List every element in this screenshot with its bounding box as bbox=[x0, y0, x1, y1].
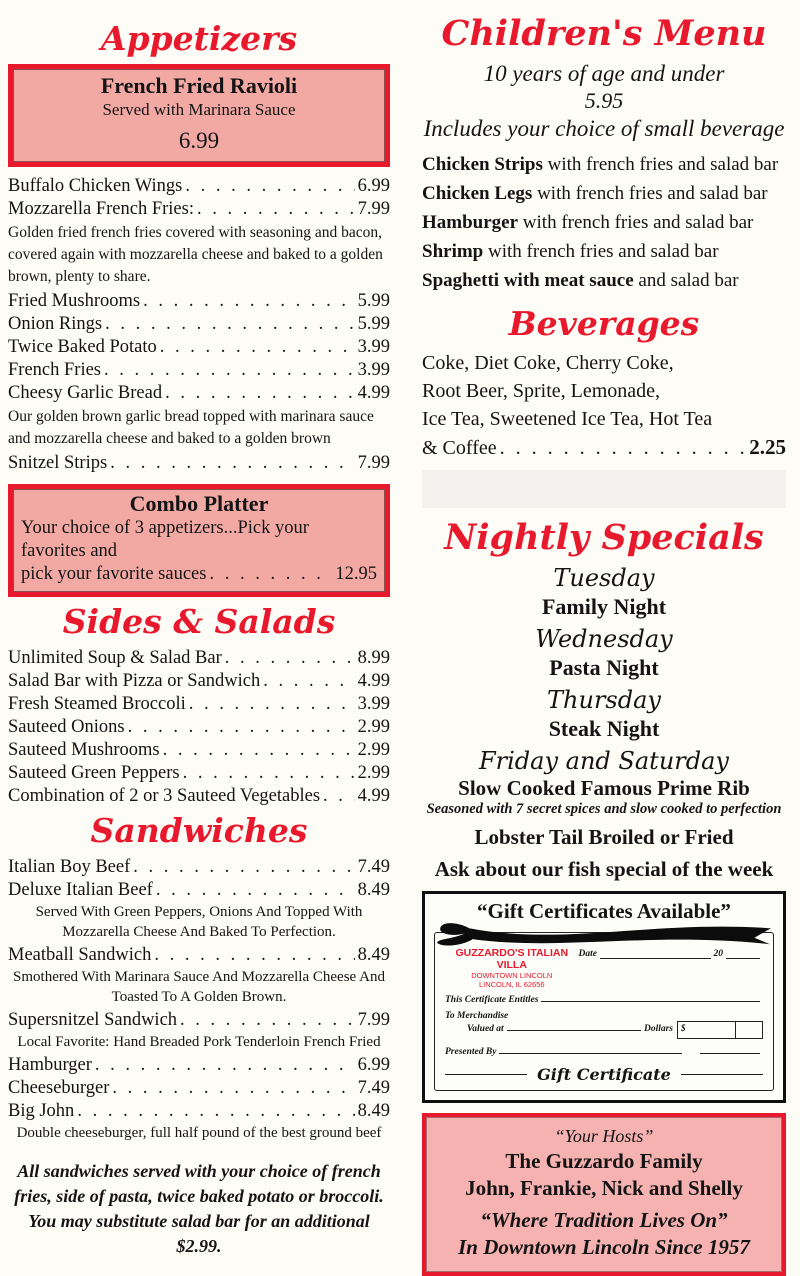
children-beverage-note: Includes your choice of small beverage bbox=[423, 116, 785, 142]
dot-leader bbox=[185, 175, 354, 198]
item-name: Salad Bar with Pizza or Sandwich bbox=[8, 670, 261, 691]
item-price: 6.99 bbox=[357, 1054, 390, 1075]
dot-leader bbox=[95, 1054, 355, 1077]
item-description: Double cheeseburger, full half pound of the best ground beef bbox=[16, 1124, 382, 1141]
sandwiches-list bbox=[8, 856, 390, 1143]
item-price: 7.49 bbox=[357, 1077, 390, 1098]
ribbon-bow-icon bbox=[434, 918, 774, 948]
combo-line2-row bbox=[21, 563, 377, 586]
restaurant-address-line: DOWNTOWN LINCOLN bbox=[471, 971, 553, 981]
dot-leader bbox=[500, 434, 747, 462]
dot-leader bbox=[77, 1100, 354, 1123]
item-detail: with french fries and salad bar bbox=[518, 212, 754, 234]
cert-bottom-row bbox=[445, 1065, 763, 1084]
combo-line1: Your choice of 3 appetizers...Pick your favorites and bbox=[21, 517, 309, 561]
item-name: Chicken Strips bbox=[422, 154, 543, 176]
right-column bbox=[400, 0, 800, 1276]
beverage-line: Root Beer, Sprite, Lemonade, bbox=[422, 380, 661, 403]
featured-name: French Fried Ravioli bbox=[100, 72, 298, 98]
special-day: Tuesday bbox=[553, 564, 655, 593]
item-name: Onion Rings bbox=[8, 313, 103, 334]
item-name: Unlimited Soup & Salad Bar bbox=[8, 647, 222, 668]
valued-blank-line bbox=[507, 1030, 641, 1031]
dot-leader bbox=[183, 762, 355, 785]
menu-item-row bbox=[8, 198, 390, 221]
cert-date-row bbox=[579, 949, 763, 963]
dollars-label: Dollars bbox=[643, 1024, 673, 1035]
item-price: 4.99 bbox=[357, 382, 390, 403]
item-price: 3.99 bbox=[357, 693, 390, 714]
presented-label: Presented By bbox=[445, 1047, 497, 1058]
special-day: Wednesday bbox=[535, 625, 673, 654]
item-description: Golden fried french fries covered with seasoning and bacon, covered again with mozzarella cheese and baked to a golden brown, plenty to share. bbox=[8, 223, 383, 285]
dot-leader bbox=[156, 879, 355, 902]
hosts-tagline2: In Downtown Lincoln Since 1957 bbox=[458, 1235, 750, 1260]
children-item bbox=[422, 208, 786, 237]
children-age-note: 10 years of age and under bbox=[483, 61, 725, 87]
presented-blank-line-2 bbox=[700, 1053, 760, 1054]
children-item bbox=[422, 150, 786, 179]
menu-item-row bbox=[8, 313, 390, 336]
featured-price: 6.99 bbox=[178, 127, 220, 153]
hosts-quote: “Your Hosts” bbox=[554, 1126, 654, 1147]
date-label: Date bbox=[578, 949, 598, 960]
restaurant-address-line: LINCOLN, IL 62656 bbox=[478, 980, 545, 990]
dot-leader bbox=[128, 716, 355, 739]
cert-top-row bbox=[445, 947, 763, 989]
cert-valued-row bbox=[445, 1021, 763, 1039]
item-price: 8.49 bbox=[357, 944, 390, 965]
entitles-label: This Certificate Entitles bbox=[445, 995, 539, 1006]
combo-platter-box bbox=[8, 484, 390, 597]
beverage-line: Ice Tea, Sweetened Ice Tea, Hot Tea bbox=[422, 408, 713, 431]
children-item bbox=[422, 237, 786, 266]
item-name: Fresh Steamed Broccoli bbox=[8, 693, 186, 714]
item-price: 7.49 bbox=[357, 856, 390, 877]
combo-title: Combo Platter bbox=[129, 490, 269, 516]
year-prefix: 20 bbox=[713, 949, 723, 960]
menu-item-row bbox=[8, 1100, 390, 1123]
item-name: Meatball Sandwich bbox=[8, 944, 152, 965]
fish-special-note: Ask about our fish special of the week bbox=[434, 857, 774, 882]
item-description: Smothered With Marinara Sauce And Mozzarella Cheese And Toasted To A Golden Brown. bbox=[13, 968, 385, 1005]
beverages-title: Beverages bbox=[508, 304, 700, 344]
children-item bbox=[422, 179, 786, 208]
menu-item-row bbox=[8, 944, 390, 967]
menu-item-row bbox=[8, 290, 390, 313]
dot-leader bbox=[110, 452, 354, 475]
sides-list bbox=[8, 647, 390, 808]
dot-leader bbox=[189, 693, 355, 716]
item-name: Snitzel Strips bbox=[8, 452, 108, 473]
item-description: Our golden brown garlic bread topped with marinara sauce and mozzarella cheese and baked to a golden brown bbox=[8, 407, 374, 447]
cert-restaurant-block bbox=[445, 947, 579, 989]
item-name: Big John bbox=[8, 1100, 75, 1121]
beverage-price-row bbox=[422, 433, 786, 462]
item-price: 5.99 bbox=[357, 290, 390, 311]
item-price: 8.49 bbox=[357, 1100, 390, 1121]
dot-leader bbox=[154, 944, 354, 967]
hosts-family: The Guzzardo Family bbox=[505, 1149, 703, 1174]
item-name: Chicken Legs bbox=[422, 183, 533, 205]
menu-item-row bbox=[8, 382, 390, 405]
menu-item-row bbox=[8, 762, 390, 785]
item-detail: and salad bar bbox=[633, 270, 739, 292]
dot-leader bbox=[197, 198, 355, 221]
dot-leader bbox=[104, 359, 355, 382]
children-item bbox=[422, 266, 786, 295]
item-price: 8.99 bbox=[357, 647, 390, 668]
item-detail: with french fries and salad bar bbox=[542, 154, 779, 176]
beverage-price: 2.25 bbox=[749, 435, 786, 460]
restaurant-name: GUZZARDO'S ITALIAN VILLA bbox=[455, 947, 569, 972]
gift-banner: “Gift Certificates Available” bbox=[477, 899, 731, 924]
hosts-names: John, Frankie, Nick and Shelly bbox=[465, 1176, 743, 1201]
valued-label: Valued at bbox=[467, 1024, 504, 1035]
item-name: Cheesy Garlic Bread bbox=[8, 382, 163, 403]
dot-leader bbox=[105, 313, 355, 336]
item-name: Buffalo Chicken Wings bbox=[8, 175, 183, 196]
merchandise-label: To Merchandise bbox=[445, 1011, 509, 1022]
children-price: 5.95 bbox=[584, 88, 624, 114]
dot-leader bbox=[143, 290, 355, 313]
nightly-specials-title: Nightly Specials bbox=[444, 517, 764, 559]
item-name: Sauteed Green Peppers bbox=[8, 762, 180, 783]
item-name: Italian Boy Beef bbox=[8, 856, 131, 877]
divider-line bbox=[681, 1074, 763, 1075]
menu-item-row bbox=[8, 647, 390, 670]
menu-item-row bbox=[8, 452, 390, 475]
item-detail: with french fries and salad bar bbox=[532, 183, 768, 205]
menu-item-row bbox=[8, 716, 390, 739]
item-price: 8.49 bbox=[357, 879, 390, 900]
scan-artifact-band bbox=[422, 470, 786, 508]
item-name: Fried Mushrooms bbox=[8, 290, 141, 311]
menu-item-row bbox=[8, 359, 390, 382]
dot-leader bbox=[180, 1009, 355, 1032]
dollar-sign: $ bbox=[678, 1022, 736, 1038]
entitles-blank-line bbox=[541, 1001, 760, 1002]
menu-item-row bbox=[8, 670, 390, 693]
item-price: 3.99 bbox=[357, 336, 390, 357]
dollar-amount-box bbox=[677, 1021, 763, 1039]
item-name: Cheeseburger bbox=[8, 1077, 110, 1098]
appetizers-title: Appetizers bbox=[100, 19, 298, 58]
special-weekend-day: Friday and Saturday bbox=[479, 747, 729, 776]
item-description: Local Favorite: Hand Breaded Pork Tenderloin French Fried bbox=[17, 1033, 381, 1050]
menu-item-row bbox=[8, 1054, 390, 1077]
menu-item-row bbox=[8, 879, 390, 902]
hosts-tagline: “Where Tradition Lives On” bbox=[480, 1208, 728, 1233]
item-price: 2.99 bbox=[357, 762, 390, 783]
lobster-special: Lobster Tail Broiled or Fried bbox=[474, 825, 734, 850]
item-description: Served With Green Peppers, Onions And Topped With Mozzarella Cheese And Baked To Perfection. bbox=[35, 903, 363, 940]
item-name: Supersnitzel Sandwich bbox=[8, 1009, 178, 1030]
divider-line bbox=[445, 1074, 527, 1075]
item-name: Twice Baked Potato bbox=[8, 336, 157, 357]
dot-leader bbox=[225, 647, 355, 670]
gift-certificate-label: Gift Certificate bbox=[537, 1065, 671, 1085]
dot-leader bbox=[163, 739, 355, 762]
item-name: Hamburger bbox=[8, 1054, 92, 1075]
presented-blank-line bbox=[499, 1053, 682, 1054]
menu-item-row bbox=[8, 693, 390, 716]
item-price: 6.99 bbox=[357, 175, 390, 196]
item-price: 3.99 bbox=[357, 359, 390, 380]
menu-item-row bbox=[8, 1009, 390, 1032]
featured-subtitle: Served with Marinara Sauce bbox=[102, 99, 296, 119]
menu-item-row bbox=[8, 785, 390, 808]
special-event: Pasta Night bbox=[549, 655, 659, 681]
cert-entitles-row bbox=[445, 995, 763, 1005]
prime-rib-note: Seasoned with 7 secret spices and slow cooked to perfection bbox=[426, 801, 782, 818]
sides-title: Sides & Salads bbox=[62, 601, 336, 641]
special-day: Thursday bbox=[547, 686, 661, 715]
item-name: Shrimp bbox=[422, 241, 484, 263]
dot-leader bbox=[112, 1077, 354, 1100]
beverage-line: & Coffee bbox=[422, 437, 497, 460]
item-price: 5.99 bbox=[357, 313, 390, 334]
combo-price: 12.95 bbox=[335, 563, 377, 584]
dot-leader bbox=[209, 563, 332, 586]
sandwiches-title: Sandwiches bbox=[90, 810, 308, 850]
item-name: Sauteed Onions bbox=[8, 716, 125, 737]
cert-presented-row bbox=[445, 1047, 763, 1057]
item-name: Combination of 2 or 3 Sauteed Vegetables bbox=[8, 785, 321, 806]
dot-leader bbox=[165, 382, 355, 405]
sandwiches-footer-note: All sandwiches served with your choice of french fries, side of pasta, twice baked potato or broccoli. You may substitute salad bar for an additional $2.99. bbox=[14, 1160, 384, 1256]
item-name: Spaghetti with meat sauce bbox=[422, 270, 634, 292]
dot-leader bbox=[263, 670, 354, 693]
appetizers-list bbox=[8, 175, 390, 475]
item-price: 2.99 bbox=[357, 739, 390, 760]
item-detail: with french fries and salad bar bbox=[483, 241, 719, 263]
menu-item-row bbox=[8, 336, 390, 359]
menu-item-row bbox=[8, 739, 390, 762]
item-name: Deluxe Italian Beef bbox=[8, 879, 153, 900]
cents-cell bbox=[736, 1022, 762, 1038]
menu-item-row bbox=[8, 175, 390, 198]
beverage-line: Coke, Diet Coke, Cherry Coke, bbox=[422, 352, 674, 375]
your-hosts-box bbox=[422, 1113, 786, 1276]
item-price: 4.99 bbox=[357, 785, 390, 806]
gift-certificate-form bbox=[434, 932, 774, 1091]
prime-rib-special: Slow Cooked Famous Prime Rib bbox=[458, 776, 750, 801]
gift-certificate-box bbox=[422, 891, 786, 1103]
special-event: Steak Night bbox=[548, 716, 660, 742]
children-items bbox=[422, 150, 786, 295]
special-event: Family Night bbox=[541, 594, 667, 620]
item-price: 4.99 bbox=[357, 670, 390, 691]
item-price: 7.99 bbox=[357, 1009, 390, 1030]
dot-leader bbox=[160, 336, 355, 359]
item-name: Sauteed Mushrooms bbox=[8, 739, 160, 760]
item-name: French Fries bbox=[8, 359, 101, 380]
dot-leader bbox=[133, 856, 354, 879]
featured-ravioli-box bbox=[8, 64, 390, 167]
year-blank-line bbox=[726, 958, 760, 959]
item-name: Hamburger bbox=[422, 212, 519, 234]
menu-item-row bbox=[8, 856, 390, 879]
item-price: 7.99 bbox=[357, 452, 390, 473]
dot-leader bbox=[323, 785, 355, 808]
children-menu-title: Children's Menu bbox=[441, 13, 767, 54]
item-price: 2.99 bbox=[357, 716, 390, 737]
date-blank-line bbox=[600, 958, 710, 959]
combo-line2: pick your favorite sauces bbox=[21, 563, 207, 584]
menu-item-row bbox=[8, 1077, 390, 1100]
item-name: Mozzarella French Fries: bbox=[8, 198, 194, 219]
item-price: 7.99 bbox=[357, 198, 390, 219]
